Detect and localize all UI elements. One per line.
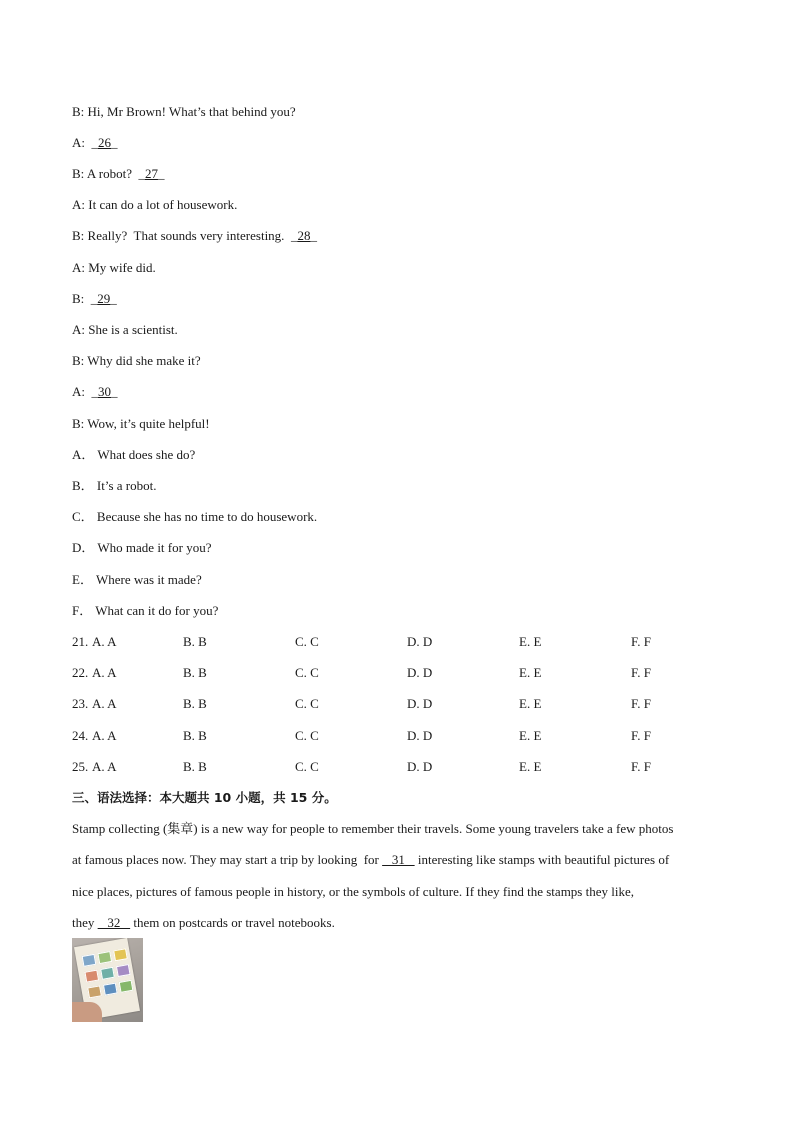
answer-choice[interactable]: A. A: [92, 634, 117, 649]
dialogue-text: [85, 135, 88, 150]
paragraph-line-1: Stamp collecting (集章) is a new way for people to remember their travels. Some young travelers take a few photos: [72, 821, 674, 836]
answer-choice[interactable]: C. C: [295, 759, 319, 774]
question-number: 23.: [72, 696, 89, 711]
answer-blank: 28: [297, 228, 311, 243]
answer-choice[interactable]: D. D: [407, 696, 433, 711]
speaker-label: A:: [72, 384, 85, 399]
question-number: 25.: [72, 759, 89, 774]
paragraph-text: them on postcards or travel notebooks.: [130, 915, 335, 930]
answer-choice[interactable]: F. F: [631, 665, 651, 680]
answer-choice[interactable]: F. F: [631, 759, 651, 774]
speaker-label: B:: [72, 104, 85, 119]
option-item: B． It’s a robot.: [72, 478, 157, 493]
speaker-label: B:: [72, 291, 85, 306]
dialogue-line: B: A robot? _27_: [72, 166, 165, 181]
answer-choice[interactable]: A. A: [92, 696, 117, 711]
question-number: 22.: [72, 665, 89, 680]
option-item: E． Where was it made?: [72, 572, 202, 587]
dialogue-text: Hi, Mr Brown! What’s that behind you?: [84, 104, 296, 119]
question-number: 21.: [72, 634, 89, 649]
answer-choice[interactable]: E. E: [519, 728, 542, 743]
dialogue-line: [72, 352, 201, 370]
dialogue-text: Wow, it’s quite helpful!: [84, 416, 210, 431]
paragraph-line-2: [72, 851, 732, 869]
dialogue-line: A: _26_: [72, 135, 118, 150]
dialogue-text: A robot?: [84, 166, 136, 181]
dialogue-line: B: Really? That sounds very interesting. _28_: [72, 228, 317, 243]
paragraph-line-4: [72, 914, 732, 932]
answer-choice[interactable]: E. E: [519, 696, 542, 711]
paragraph-text: they: [72, 915, 98, 930]
stamp-collection-photo: [72, 938, 143, 1022]
answer-choice[interactable]: C. C: [295, 634, 319, 649]
speaker-label: B:: [72, 228, 85, 243]
answer-choice[interactable]: B. B: [183, 728, 207, 743]
dialogue-line: [72, 259, 156, 277]
answer-blank: 29: [97, 291, 111, 306]
answer-choice[interactable]: C. C: [295, 728, 319, 743]
answer-choice[interactable]: E. E: [519, 759, 542, 774]
dialogue-line: [72, 321, 178, 339]
speaker-label: A:: [72, 135, 85, 150]
answer-choice[interactable]: A. A: [92, 759, 117, 774]
answer-choice[interactable]: B. B: [183, 634, 207, 649]
dialogue-line: [72, 103, 296, 121]
answer-choice[interactable]: C. C: [295, 696, 319, 711]
answer-choice[interactable]: D. D: [407, 665, 433, 680]
speaker-label: B:: [72, 416, 85, 431]
dialogue-text: She is a scientist.: [85, 322, 178, 337]
option-item: D． Who made it for you?: [72, 540, 212, 555]
option-item: C． Because she has no time to do housework.: [72, 509, 318, 524]
question-number: 24.: [72, 728, 89, 743]
answer-choice[interactable]: D. D: [407, 728, 433, 743]
dialogue-text: Why did she make it?: [84, 353, 201, 368]
answer-choice[interactable]: B. B: [183, 696, 207, 711]
dialogue-line: [72, 196, 237, 214]
hand: [72, 1002, 102, 1022]
answer-choice[interactable]: B. B: [183, 665, 207, 680]
paragraph-text: at famous places now. They may start a trip by looking for: [72, 852, 383, 867]
speaker-label: B:: [72, 353, 85, 368]
section-heading: 三、语法选择：本大题共 10 小题，共 15 分。: [72, 790, 337, 805]
speaker-label: B:: [72, 166, 85, 181]
answer-choice[interactable]: F. F: [631, 728, 651, 743]
speaker-label: A:: [72, 322, 85, 337]
blank-31: 31: [382, 852, 415, 867]
answer-blank: 26: [98, 135, 111, 150]
answer-choice[interactable]: D. D: [407, 759, 433, 774]
paragraph-text: interesting like stamps with beautiful pictures of: [414, 852, 670, 867]
dialogue-line: [72, 415, 210, 433]
dialogue-text: Really? That sounds very interesting.: [84, 228, 288, 243]
answer-blank: 27: [144, 166, 158, 181]
answer-choice[interactable]: D. D: [407, 634, 433, 649]
speaker-label: A:: [72, 197, 85, 212]
answer-choice[interactable]: E. E: [519, 665, 542, 680]
option-item: A． What does she do?: [72, 447, 196, 462]
paragraph-line-3: nice places, pictures of famous people in history, or the symbols of culture. If they find the stamps they like,: [72, 884, 634, 899]
option-item: F． What can it do for you?: [72, 603, 219, 618]
answer-choice[interactable]: E. E: [519, 634, 542, 649]
answer-choice[interactable]: A. A: [92, 728, 117, 743]
answer-choice[interactable]: F. F: [631, 634, 651, 649]
dialogue-text: My wife did.: [85, 260, 156, 275]
answer-choice[interactable]: A. A: [92, 665, 117, 680]
dialogue-text: It can do a lot of housework.: [85, 197, 238, 212]
dialogue-line: B: _29_: [72, 291, 117, 306]
dialogue-line: A: _30_: [72, 384, 118, 399]
speaker-label: A:: [72, 260, 85, 275]
dialogue-text: [85, 384, 88, 399]
answer-choice[interactable]: F. F: [631, 696, 651, 711]
answer-blank: 30: [98, 384, 111, 399]
answer-choice[interactable]: B. B: [183, 759, 207, 774]
dialogue-text: [84, 291, 87, 306]
answer-choice[interactable]: C. C: [295, 665, 319, 680]
blank-32: 32: [97, 915, 131, 930]
